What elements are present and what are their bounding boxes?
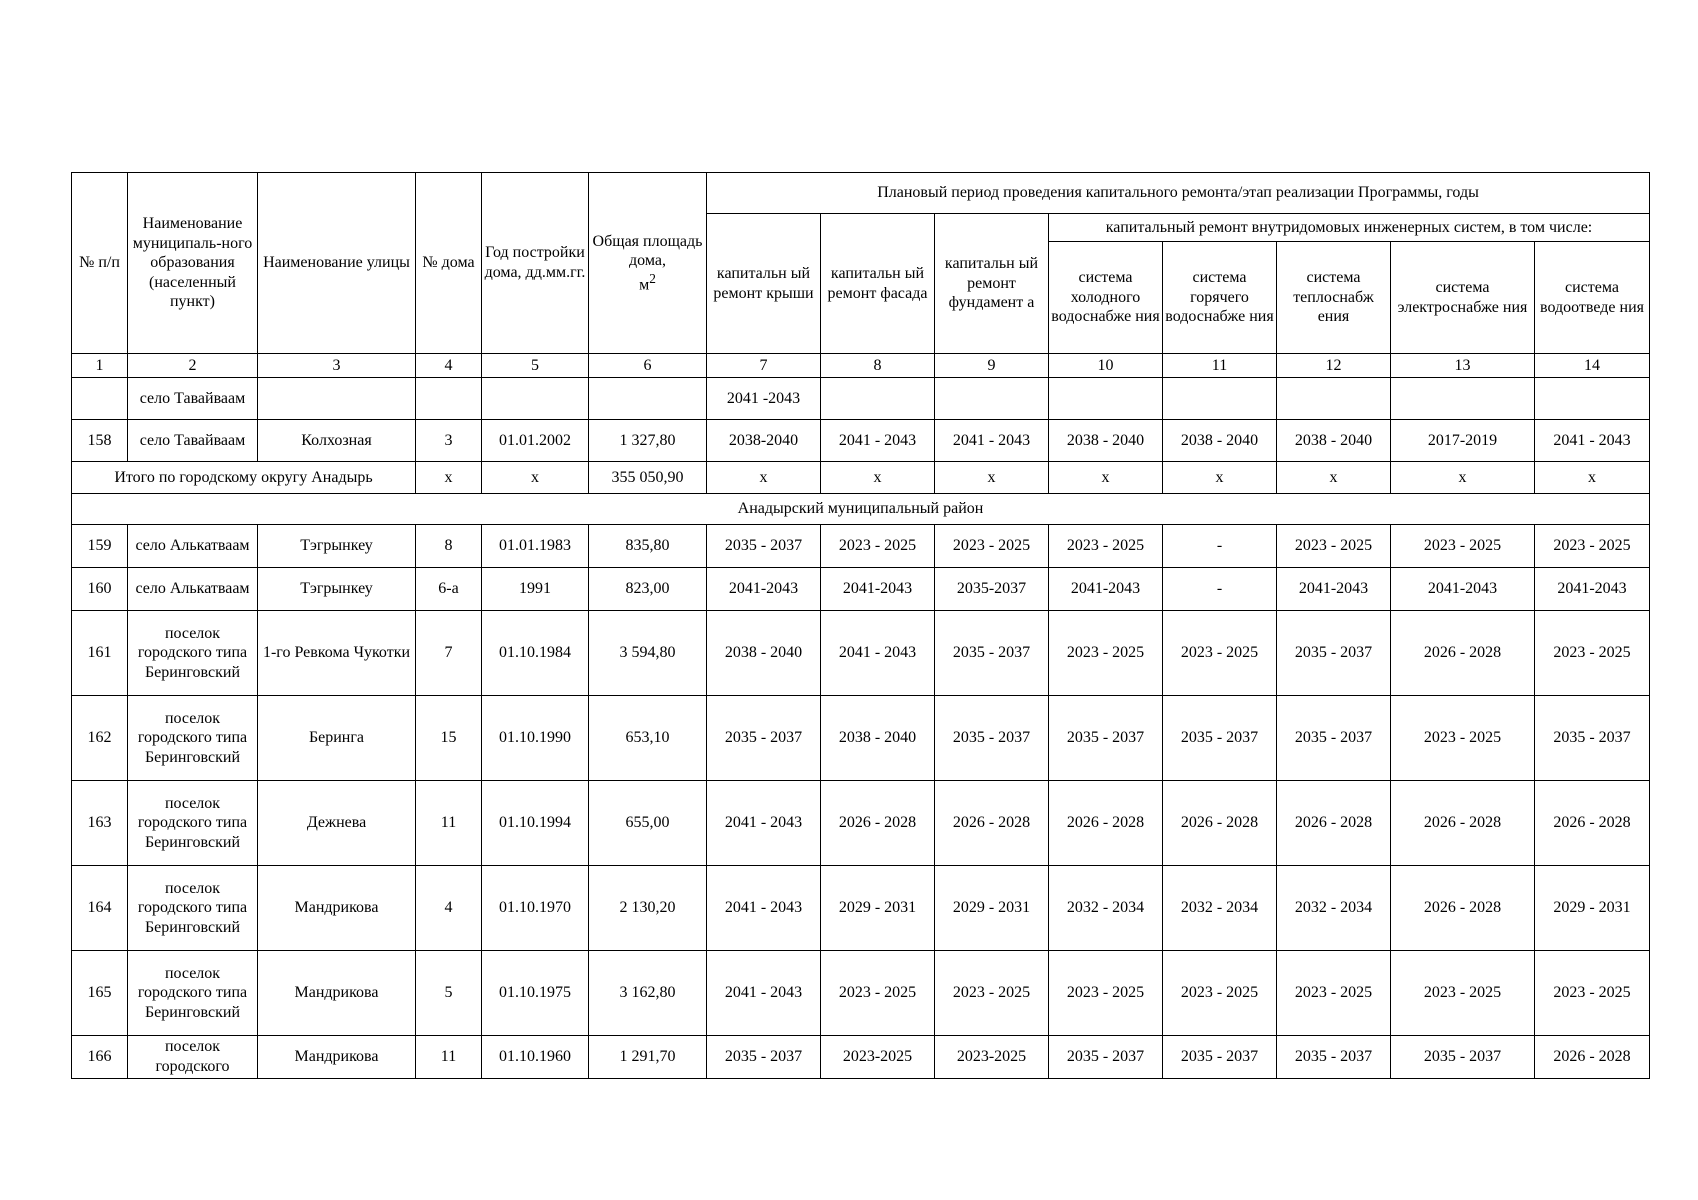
header-cold-water: система холодного водоснабже ния: [1049, 242, 1163, 354]
section-title: Анадырский муниципальный район: [72, 494, 1650, 525]
cell-hot-water: -: [1163, 568, 1277, 611]
header-systems-group: капитальный ремонт внутридомовых инженерных систем, в том числе:: [1049, 214, 1650, 242]
cell-roof: 2035 - 2037: [707, 696, 821, 781]
header-year: Год постройки дома, дд.мм.гг.: [482, 173, 589, 354]
header-municipality: Наименование муниципаль-ного образования (населенный пункт): [128, 173, 258, 354]
cell-heating: 2032 - 2034: [1277, 866, 1391, 951]
cell-foundation: 2023 - 2025: [935, 525, 1049, 568]
cell-no: 165: [72, 951, 128, 1036]
cell-locality: село Алькатваам: [128, 525, 258, 568]
cell-house: 4: [416, 866, 482, 951]
table-row: [72, 1036, 1650, 1079]
capital-repair-schedule-table: [71, 172, 1650, 1079]
cell-hot-water: 2026 - 2028: [1163, 781, 1277, 866]
cell-no: [72, 378, 128, 420]
header-area: [589, 173, 707, 354]
cell-electric: 2035 - 2037: [1391, 1036, 1535, 1079]
cell-house: 15: [416, 696, 482, 781]
cell-area: 1 327,80: [589, 420, 707, 462]
cell-house: 11: [416, 1036, 482, 1079]
header-no: № п/п: [72, 173, 128, 354]
header-hot-water: система горячего водоснабже ния: [1163, 242, 1277, 354]
cell-cold-water: 2023 - 2025: [1049, 951, 1163, 1036]
cell-street: 1-го Ревкома Чукотки: [258, 611, 416, 696]
cell-roof: 2041 - 2043: [707, 951, 821, 1036]
cell-hot-water: 2035 - 2037: [1163, 696, 1277, 781]
column-number: 14: [1535, 354, 1650, 378]
cell-facade: 2023 - 2025: [821, 525, 935, 568]
cell-year: 1991: [482, 568, 589, 611]
cell-electric: 2026 - 2028: [1391, 866, 1535, 951]
cell-heating: [1277, 378, 1391, 420]
cell-heating: 2023 - 2025: [1277, 525, 1391, 568]
cell-area: 2 130,20: [589, 866, 707, 951]
table-row: [72, 420, 1650, 462]
cell-sewage: 2023 - 2025: [1535, 951, 1650, 1036]
cell-street: Тэгрынкеу: [258, 568, 416, 611]
cell-year: 01.01.2002: [482, 420, 589, 462]
cell-locality: поселок городского типа Беринговский: [128, 866, 258, 951]
summary-heating: х: [1277, 462, 1391, 494]
cell-heating: 2035 - 2037: [1277, 1036, 1391, 1079]
header-facade: капитальн ый ремонт фасада: [821, 214, 935, 354]
cell-facade: 2041 - 2043: [821, 420, 935, 462]
cell-street: Дежнева: [258, 781, 416, 866]
column-number: 2: [128, 354, 258, 378]
cell-facade: 2038 - 2040: [821, 696, 935, 781]
cell-no: 160: [72, 568, 128, 611]
cell-facade: 2041 - 2043: [821, 611, 935, 696]
cell-house: 6-а: [416, 568, 482, 611]
cell-street: Колхозная: [258, 420, 416, 462]
cell-street: Тэгрынкеу: [258, 525, 416, 568]
cell-cold-water: 2026 - 2028: [1049, 781, 1163, 866]
cell-foundation: 2041 - 2043: [935, 420, 1049, 462]
cell-roof: 2035 - 2037: [707, 525, 821, 568]
cell-locality: поселок городского типа Беринговский: [128, 951, 258, 1036]
summary-facade: х: [821, 462, 935, 494]
cell-foundation: [935, 378, 1049, 420]
cell-locality: поселок городского типа Беринговский: [128, 781, 258, 866]
cell-hot-water: 2038 - 2040: [1163, 420, 1277, 462]
cell-roof: 2041 - 2043: [707, 781, 821, 866]
cell-street: Мандрикова: [258, 951, 416, 1036]
cell-cold-water: 2023 - 2025: [1049, 525, 1163, 568]
cell-no: 164: [72, 866, 128, 951]
cell-foundation: 2023 - 2025: [935, 951, 1049, 1036]
header-heating: система теплоснабж ения: [1277, 242, 1391, 354]
cell-street: Беринга: [258, 696, 416, 781]
cell-area: [589, 378, 707, 420]
column-number: 9: [935, 354, 1049, 378]
table-row: [72, 696, 1650, 781]
column-number: 10: [1049, 354, 1163, 378]
table-header: [72, 173, 1650, 354]
cell-sewage: 2023 - 2025: [1535, 525, 1650, 568]
column-number: 6: [589, 354, 707, 378]
header-street: Наименование улицы: [258, 173, 416, 354]
cell-facade: 2041-2043: [821, 568, 935, 611]
header-foundation: капитальн ый ремонт фундамент а: [935, 214, 1049, 354]
cell-street: Мандрикова: [258, 866, 416, 951]
cell-facade: 2023-2025: [821, 1036, 935, 1079]
summary-roof: х: [707, 462, 821, 494]
cell-sewage: 2026 - 2028: [1535, 781, 1650, 866]
cell-hot-water: [1163, 378, 1277, 420]
cell-house: 8: [416, 525, 482, 568]
cell-no: 159: [72, 525, 128, 568]
cell-heating: 2041-2043: [1277, 568, 1391, 611]
cell-roof: 2041-2043: [707, 568, 821, 611]
column-number: 7: [707, 354, 821, 378]
cell-house: [416, 378, 482, 420]
cell-locality: поселок городского типа Беринговский: [128, 696, 258, 781]
summary-label: Итого по городскому округу Анадырь: [72, 462, 416, 494]
cell-facade: 2026 - 2028: [821, 781, 935, 866]
cell-year: 01.10.1990: [482, 696, 589, 781]
cell-cold-water: 2038 - 2040: [1049, 420, 1163, 462]
column-number: 13: [1391, 354, 1535, 378]
cell-heating: 2038 - 2040: [1277, 420, 1391, 462]
summary-year: х: [482, 462, 589, 494]
section-row: [72, 494, 1650, 525]
cell-foundation: 2026 - 2028: [935, 781, 1049, 866]
cell-street: Мандрикова: [258, 1036, 416, 1079]
cell-cold-water: 2035 - 2037: [1049, 1036, 1163, 1079]
cell-locality: село Тавайваам: [128, 420, 258, 462]
table-row: [72, 611, 1650, 696]
cell-heating: 2023 - 2025: [1277, 951, 1391, 1036]
cell-facade: 2029 - 2031: [821, 866, 935, 951]
column-number: 11: [1163, 354, 1277, 378]
summary-sewage: х: [1535, 462, 1650, 494]
summary-electric: х: [1391, 462, 1535, 494]
cell-house: 11: [416, 781, 482, 866]
cell-foundation: 2035-2037: [935, 568, 1049, 611]
cell-house: 3: [416, 420, 482, 462]
cell-year: 01.10.1970: [482, 866, 589, 951]
cell-locality: поселок городского: [128, 1036, 258, 1079]
table-row: [72, 781, 1650, 866]
cell-hot-water: 2035 - 2037: [1163, 1036, 1277, 1079]
summary-house: х: [416, 462, 482, 494]
cell-electric: 2023 - 2025: [1391, 525, 1535, 568]
table-row: [72, 525, 1650, 568]
cell-roof: 2038 - 2040: [707, 611, 821, 696]
cell-area: 835,80: [589, 525, 707, 568]
cell-cold-water: 2035 - 2037: [1049, 696, 1163, 781]
cell-year: 01.10.1994: [482, 781, 589, 866]
cell-area: 653,10: [589, 696, 707, 781]
table-row: [72, 866, 1650, 951]
cell-cold-water: 2032 - 2034: [1049, 866, 1163, 951]
cell-hot-water: 2023 - 2025: [1163, 611, 1277, 696]
cell-no: 162: [72, 696, 128, 781]
table-row: [72, 951, 1650, 1036]
cell-area: 655,00: [589, 781, 707, 866]
summary-area: 355 050,90: [589, 462, 707, 494]
cell-sewage: 2035 - 2037: [1535, 696, 1650, 781]
cell-cold-water: 2023 - 2025: [1049, 611, 1163, 696]
cell-year: 01.10.1984: [482, 611, 589, 696]
cell-electric: [1391, 378, 1535, 420]
cell-locality: поселок городского типа Беринговский: [128, 611, 258, 696]
cell-street: [258, 378, 416, 420]
summary-cold-water: х: [1049, 462, 1163, 494]
cell-no: 158: [72, 420, 128, 462]
cell-electric: 2026 - 2028: [1391, 611, 1535, 696]
header-sewage: система водоотведе ния: [1535, 242, 1650, 354]
column-number: 12: [1277, 354, 1391, 378]
header-area-unit: м: [639, 275, 650, 293]
cell-locality: село Тавайваам: [128, 378, 258, 420]
cell-sewage: 2023 - 2025: [1535, 611, 1650, 696]
summary-foundation: х: [935, 462, 1049, 494]
cell-hot-water: -: [1163, 525, 1277, 568]
header-electric: система электроснабже ния: [1391, 242, 1535, 354]
cell-cold-water: [1049, 378, 1163, 420]
column-number: 1: [72, 354, 128, 378]
cell-cold-water: 2041-2043: [1049, 568, 1163, 611]
summary-row: [72, 462, 1650, 494]
cell-roof: 2041 -2043: [707, 378, 821, 420]
cell-sewage: 2041-2043: [1535, 568, 1650, 611]
cell-heating: 2035 - 2037: [1277, 696, 1391, 781]
cell-facade: 2023 - 2025: [821, 951, 935, 1036]
cell-year: 01.10.1975: [482, 951, 589, 1036]
cell-roof: 2041 - 2043: [707, 866, 821, 951]
cell-facade: [821, 378, 935, 420]
header-area-label: Общая площадь дома,: [592, 232, 703, 270]
cell-roof: 2038-2040: [707, 420, 821, 462]
cell-electric: 2023 - 2025: [1391, 951, 1535, 1036]
cell-foundation: 2023-2025: [935, 1036, 1049, 1079]
cell-sewage: 2029 - 2031: [1535, 866, 1650, 951]
cell-electric: 2023 - 2025: [1391, 696, 1535, 781]
cell-no: 166: [72, 1036, 128, 1079]
cell-house: 7: [416, 611, 482, 696]
cell-electric: 2026 - 2028: [1391, 781, 1535, 866]
header-area-sup: 2: [649, 270, 656, 286]
column-number: 4: [416, 354, 482, 378]
cell-area: 3 162,80: [589, 951, 707, 1036]
header-planned-period: Плановый период проведения капитального ремонта/этап реализации Программы, годы: [707, 173, 1650, 214]
cell-year: 01.10.1960: [482, 1036, 589, 1079]
cell-foundation: 2029 - 2031: [935, 866, 1049, 951]
cell-heating: 2026 - 2028: [1277, 781, 1391, 866]
table-row: [72, 378, 1650, 420]
cell-year: 01.01.1983: [482, 525, 589, 568]
cell-year: [482, 378, 589, 420]
cell-area: 1 291,70: [589, 1036, 707, 1079]
column-number: 3: [258, 354, 416, 378]
cell-locality: село Алькатваам: [128, 568, 258, 611]
cell-electric: 2041-2043: [1391, 568, 1535, 611]
column-number: 8: [821, 354, 935, 378]
table-body: [72, 354, 1650, 1079]
cell-heating: 2035 - 2037: [1277, 611, 1391, 696]
cell-sewage: [1535, 378, 1650, 420]
cell-house: 5: [416, 951, 482, 1036]
cell-hot-water: 2032 - 2034: [1163, 866, 1277, 951]
cell-sewage: 2041 - 2043: [1535, 420, 1650, 462]
cell-area: 3 594,80: [589, 611, 707, 696]
cell-foundation: 2035 - 2037: [935, 696, 1049, 781]
column-numbering-row: [72, 354, 1650, 378]
cell-area: 823,00: [589, 568, 707, 611]
header-roof: капитальн ый ремонт крыши: [707, 214, 821, 354]
cell-hot-water: 2023 - 2025: [1163, 951, 1277, 1036]
cell-no: 163: [72, 781, 128, 866]
cell-roof: 2035 - 2037: [707, 1036, 821, 1079]
header-house: № дома: [416, 173, 482, 354]
cell-no: 161: [72, 611, 128, 696]
cell-sewage: 2026 - 2028: [1535, 1036, 1650, 1079]
table-row: [72, 568, 1650, 611]
cell-electric: 2017-2019: [1391, 420, 1535, 462]
column-number: 5: [482, 354, 589, 378]
cell-foundation: 2035 - 2037: [935, 611, 1049, 696]
summary-hot-water: х: [1163, 462, 1277, 494]
